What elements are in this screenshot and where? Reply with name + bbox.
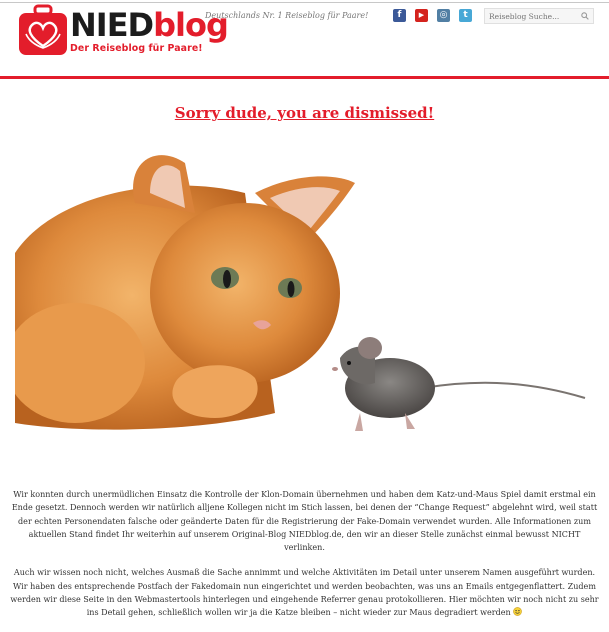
article-body xyxy=(10,488,599,632)
article-paragraph-2: Auch wir wissen noch nicht, welches Ausmaß die Sache annimmt und welche Aktivitäten im Detail unter unserem Namen ausgeführt wurden. Wir haben des entsprechende Postfach der Fakedomain nun eingerichtet und werden beobachten, was uns an Emails entgegenflattert. Zudem werden wir diese Seite in den Webmastertools hinterlegen und eingehende Referrer genau protokollieren. Hier möchten wir noch nicht zu sehr ins Detail gehen, schließlich wollen wir ja die Katze bleiben – nicht wieder zur Maus degradiert werden xyxy=(10,568,599,618)
search-box xyxy=(484,8,594,24)
logo-subtitle: Der Reiseblog für Paare! xyxy=(70,43,203,54)
smiley-icon xyxy=(513,607,522,616)
instagram-icon[interactable]: ◎ xyxy=(437,9,450,22)
article-paragraph: Wir konnten durch unermüdlichen Einsatz die Kontrolle der Klon-Domain übernehmen und haben dem Katz-und-Maus Spiel damit erstmal ein Ende gesetzt. Dennoch werden wir natürlich alljene Kollegen nicht im Stich lassen, bei denen der “Change Request” abgelehnt wird, weil statt der echten Personendaten falsche oder geänderte Daten für die Registrierung der Fake-Domain verwendet wurden. Alle Informationen zum aktuellen Stand findet Ihr weiterhin auf unserem Original-Blog NIEDblog.de, den wir an dieser Stelle zunächst einmal bewusst NICHT verlinken. xyxy=(11,490,598,553)
mouse xyxy=(332,337,585,431)
search-input[interactable] xyxy=(489,9,577,23)
site-header xyxy=(0,0,609,80)
logo-wordmark: NIEDblog xyxy=(70,6,228,44)
facebook-icon[interactable]: f xyxy=(393,9,406,22)
search-icon[interactable] xyxy=(581,12,589,20)
cat-and-mouse-photo xyxy=(15,133,595,457)
twitter-icon[interactable]: t xyxy=(459,9,472,22)
cat xyxy=(15,155,355,429)
suitcase-heart-icon xyxy=(18,4,68,56)
site-tagline: Deutschlands Nr. 1 Reiseblog für Paare! xyxy=(205,11,369,20)
youtube-icon[interactable]: ▶ xyxy=(415,9,428,22)
header-accent-bar xyxy=(0,76,609,79)
article-title: Sorry dude, you are dismissed! xyxy=(174,104,435,122)
site-logo[interactable] xyxy=(18,4,228,58)
